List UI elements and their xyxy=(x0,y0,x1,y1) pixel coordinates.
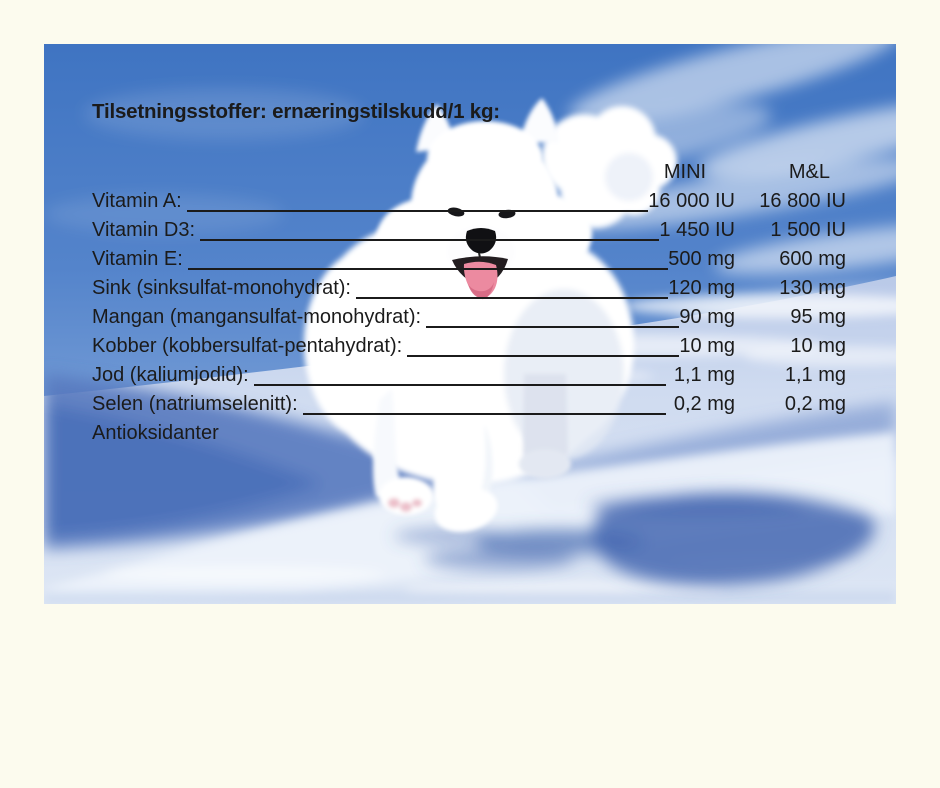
mini-value: 1,1 mg xyxy=(673,364,735,386)
nutrient-label: Selen (natriumselenitt): xyxy=(92,393,298,415)
section-title: Tilsetningsstoffer: ernæringstilskudd/1 kg: xyxy=(92,100,500,123)
ml-value: 1,1 mg xyxy=(784,364,846,386)
nutrient-label: Vitamin A: xyxy=(92,190,182,212)
mini-value: 1 450 IU xyxy=(659,219,735,241)
mini-value: 500 mg xyxy=(668,248,735,270)
leader-line xyxy=(200,239,659,241)
nutrient-row-kobber xyxy=(92,332,846,361)
nutrient-row-mangan xyxy=(92,303,846,332)
ml-value: 10 mg xyxy=(790,335,846,357)
nutrition-table xyxy=(92,158,846,448)
mini-value: 90 mg xyxy=(679,306,735,328)
nutrient-row-jod xyxy=(92,361,846,390)
leader-line xyxy=(356,297,668,299)
antioxidants-label: Antioksidanter xyxy=(92,422,219,444)
column-header-mini: MINI xyxy=(663,161,707,183)
mini-value: 0,2 mg xyxy=(673,393,735,415)
ml-value: 600 mg xyxy=(779,248,846,270)
nutrient-label: Vitamin D3: xyxy=(92,219,196,241)
leader-line xyxy=(188,268,669,270)
nutrient-label: Vitamin E: xyxy=(92,248,183,270)
nutrient-row-selen xyxy=(92,390,846,419)
mini-value: 10 mg xyxy=(679,335,735,357)
nutrient-label: Mangan (mangansulfat-monohydrat): xyxy=(92,306,422,328)
nutrient-row-vitamin-a xyxy=(92,187,846,216)
nutrient-label: Sink (sinksulfat-monohydrat): xyxy=(92,277,351,299)
nutrient-row-vitamin-e xyxy=(92,245,846,274)
nutrient-label: Kobber (kobbersulfat-pentahydrat): xyxy=(92,335,403,357)
nutrient-label: Jod (kaliumjodid): xyxy=(92,364,249,386)
nutrition-overlay xyxy=(44,44,896,604)
column-header-ml: M&L xyxy=(788,161,830,183)
leader-line xyxy=(254,384,666,386)
ml-value: 1 500 IU xyxy=(770,219,846,241)
leader-line xyxy=(187,210,649,212)
column-headers xyxy=(92,158,846,187)
ml-value: 130 mg xyxy=(779,277,846,299)
leader-line xyxy=(407,355,679,357)
nutrient-row-sink xyxy=(92,274,846,303)
mini-value: 16 000 IU xyxy=(648,190,735,212)
ml-value: 95 mg xyxy=(790,306,846,328)
mini-value: 120 mg xyxy=(668,277,735,299)
nutrient-row-vitamin-d3 xyxy=(92,216,846,245)
ml-value: 16 800 IU xyxy=(759,190,846,212)
leader-line xyxy=(426,326,679,328)
product-nutrition-card xyxy=(44,44,896,604)
antioxidants-row xyxy=(92,419,846,448)
leader-line xyxy=(303,413,666,415)
ml-value: 0,2 mg xyxy=(784,393,846,415)
